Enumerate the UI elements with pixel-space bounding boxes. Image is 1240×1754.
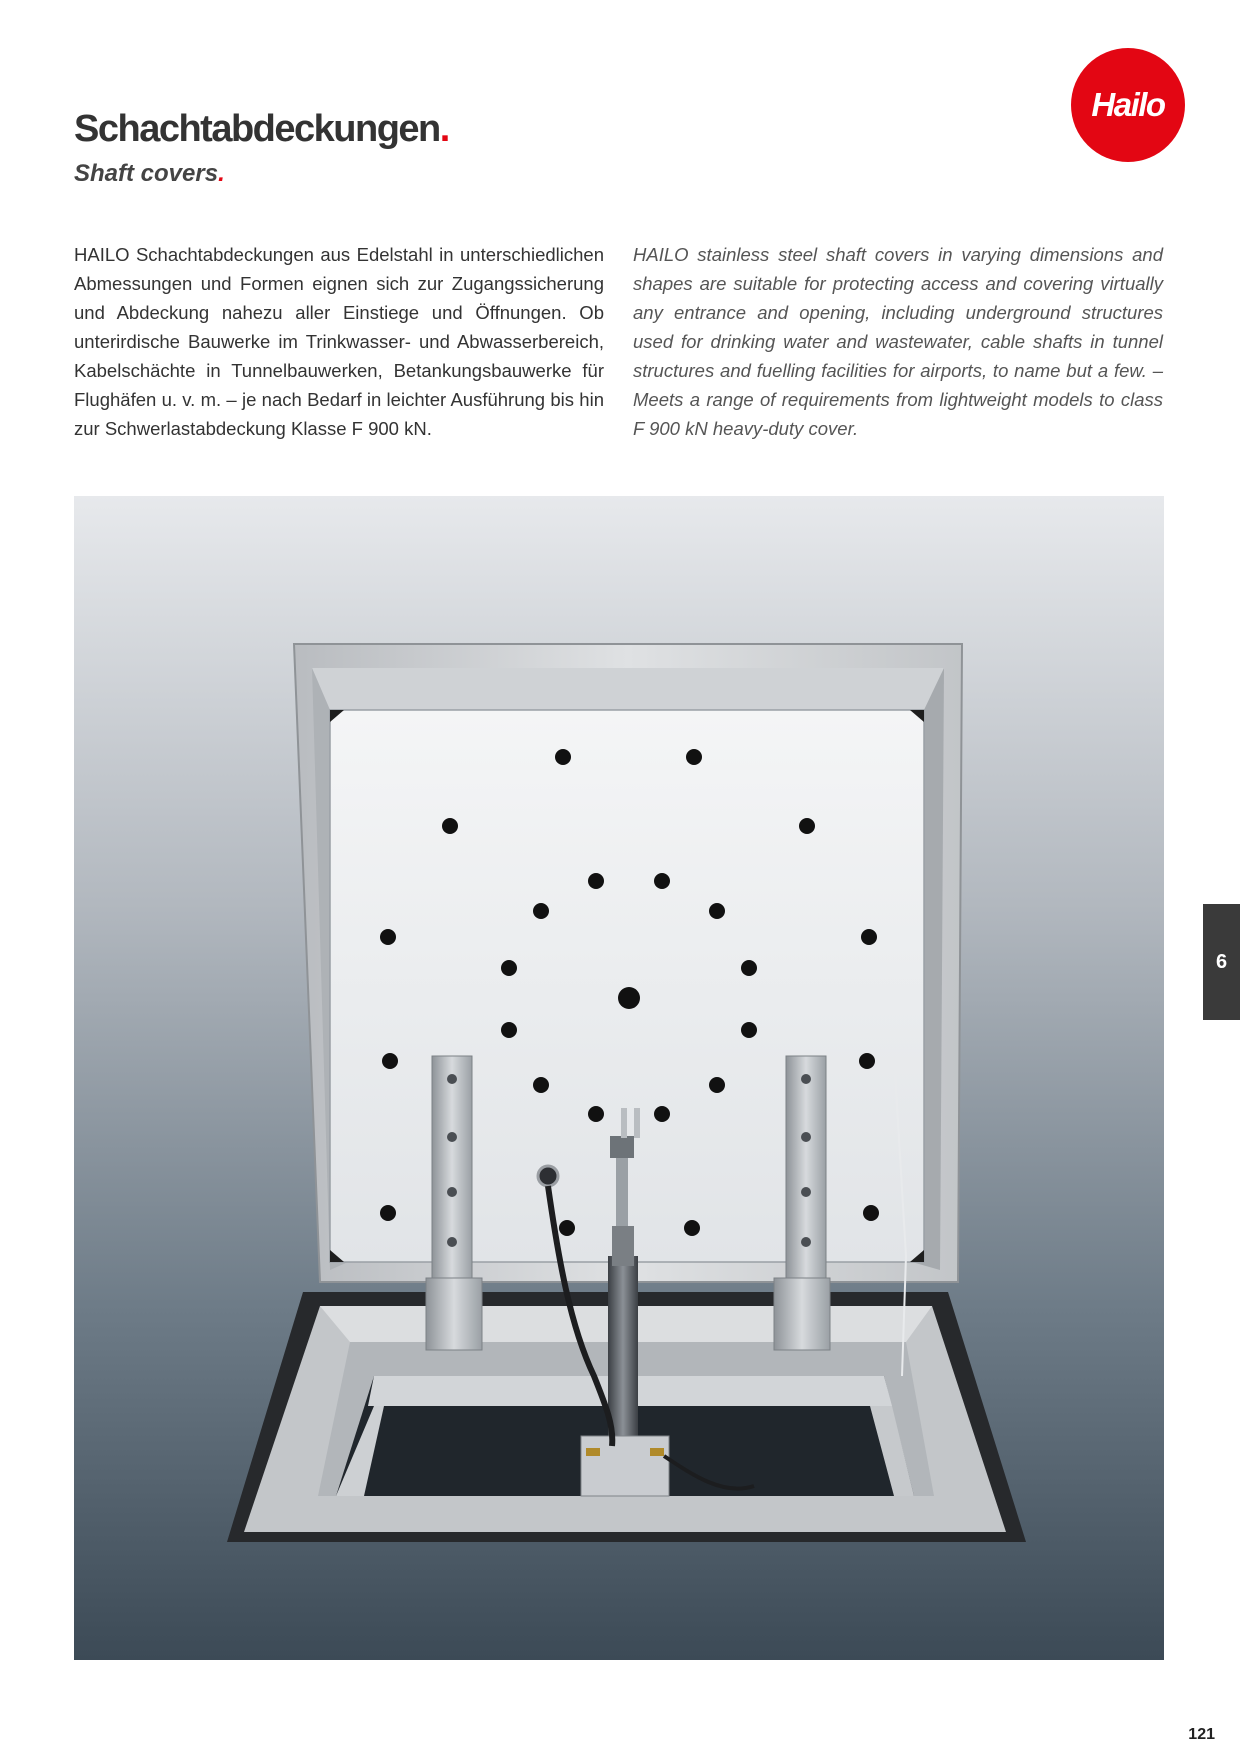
subtitle-dot: . bbox=[218, 160, 225, 187]
logo-text: Hailo bbox=[1091, 86, 1165, 123]
title-text: Schachtabdeckungen bbox=[74, 108, 440, 150]
page-subtitle bbox=[74, 160, 225, 188]
body-text-german: HAILO Schachtabdeckungen aus Edelstahl in unterschiedlichen Abmessungen und Formen eignen sich zur Zugangssicherung und Abdeckung nahezu aller Einstiege und Öffnungen. Ob unterirdische Bauwerke im Trinkwasser- und Abwasserbereich, Kabelschächte in Tunnelbauwerken, Betankungsbauwerke für Flughäfen u. v. m. – je nach Bedarf in leichter Ausführung bis hin zur Schwerlastabdeckung Klasse F 900 kN. bbox=[74, 244, 604, 439]
subtitle-text: Shaft covers bbox=[74, 160, 219, 187]
body-text-english: HAILO stainless steel shaft covers in varying dimensions and shapes are suitable for protecting access and covering virtually any entrance and opening, including underground structures used for drinking water and wastewater, cable shafts in tunnel structures and fuelling facilities for airports, to name but a few. – Meets a range of requirements from lightweight models to class F 900 kN heavy-duty cover. bbox=[633, 244, 1163, 439]
hailo-logo bbox=[1071, 48, 1185, 162]
shaft-cover-photo bbox=[74, 496, 1164, 1660]
page-title bbox=[74, 108, 449, 151]
chapter-tab: 6 bbox=[1203, 904, 1240, 1020]
page-number: 121 bbox=[1188, 1726, 1215, 1743]
title-dot: . bbox=[439, 108, 449, 150]
